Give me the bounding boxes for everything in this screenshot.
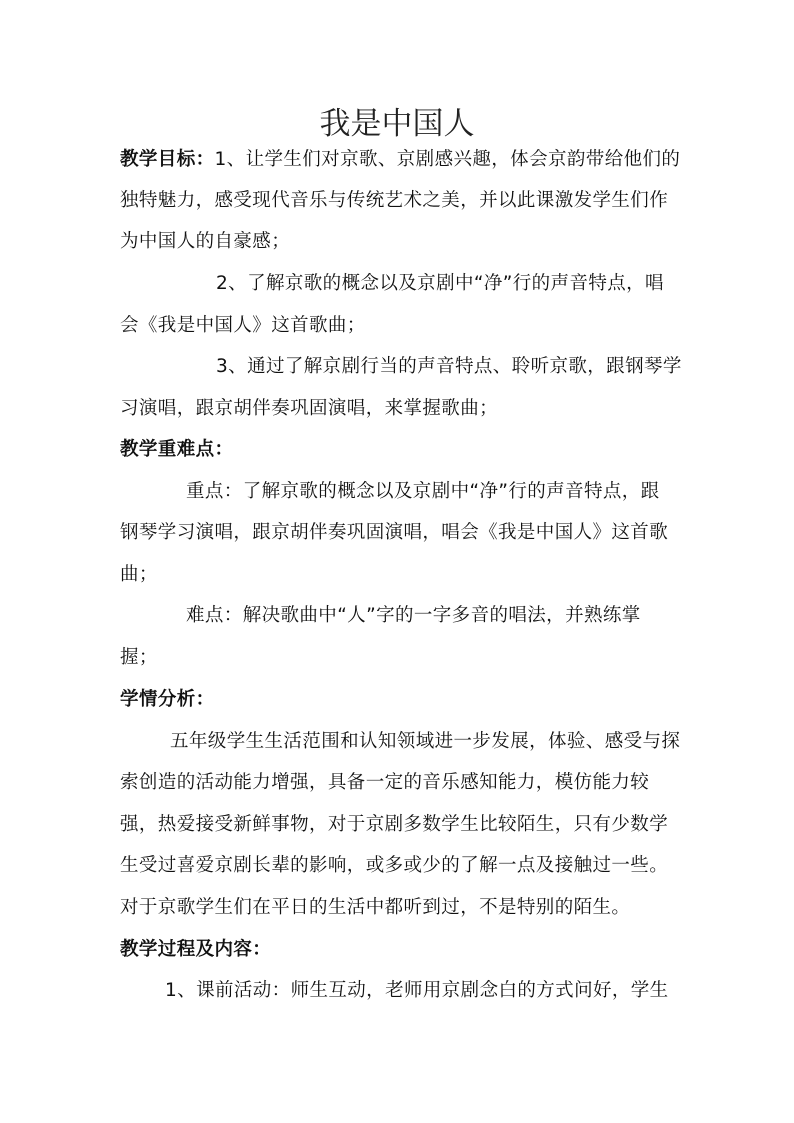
objectives-text: 1、让学生们对京歌、京剧感兴趣，体会京韵带给他们的 (214, 149, 681, 170)
objectives-line-4: 2、了解京歌的概念以及京剧中“净”行的声音特点，唱 (216, 273, 664, 294)
analysis-line-5: 对于京歌学生们在平日的生活中都听到过，不是特别的陌生。 (120, 897, 631, 918)
process-heading: 教学过程及内容： (120, 939, 272, 960)
analysis-line-1: 五年级学生生活范围和认知领域进一步发展，体验、感受与探 (170, 731, 681, 752)
process-line-1: 1、课前活动：师生互动，老师用京剧念白的方式问好，学生 (165, 980, 669, 1001)
objectives-line-1 (120, 148, 680, 172)
objectives-line-5: 会《我是中国人》这首歌曲； (120, 315, 366, 336)
key-points-heading: 教学重难点： (120, 439, 234, 460)
analysis-line-4: 生受过喜爱京剧长辈的影响，或多或少的了解一点及接触过一些。 (120, 855, 669, 876)
objectives-heading: 教学目标： (120, 149, 215, 170)
objectives-line-6: 3、通过了解京剧行当的声音特点、聆听京歌，跟钢琴学 (216, 356, 682, 377)
key-points-line-5: 握； (120, 647, 158, 668)
key-points-line-4: 难点：解决歌曲中“人”字的一字多音的唱法，并熟练掌 (186, 605, 641, 626)
key-points-line-3: 曲； (120, 564, 158, 585)
objectives-line-3: 为中国人的自豪感； (120, 231, 291, 252)
objectives-line-2: 独特魅力，感受现代音乐与传统艺术之美，并以此课激发学生们作 (120, 190, 669, 211)
key-points-line-2: 钢琴学习演唱，跟京胡伴奏巩固演唱，唱会《我是中国人》这首歌 (120, 522, 669, 543)
analysis-line-3: 强，热爱接受新鲜事物，对于京剧多数学生比较陌生，只有少数学 (120, 814, 669, 835)
key-points-line-1: 重点：了解京歌的概念以及京剧中“净”行的声音特点，跟 (186, 481, 660, 502)
analysis-line-2: 索创造的活动能力增强，具备一定的音乐感知能力，模仿能力较 (120, 772, 650, 793)
analysis-heading: 学情分析： (120, 689, 215, 710)
objectives-line-7: 习演唱，跟京胡伴奏巩固演唱，来掌握歌曲； (120, 398, 499, 419)
document-title: 我是中国人 (319, 106, 475, 142)
